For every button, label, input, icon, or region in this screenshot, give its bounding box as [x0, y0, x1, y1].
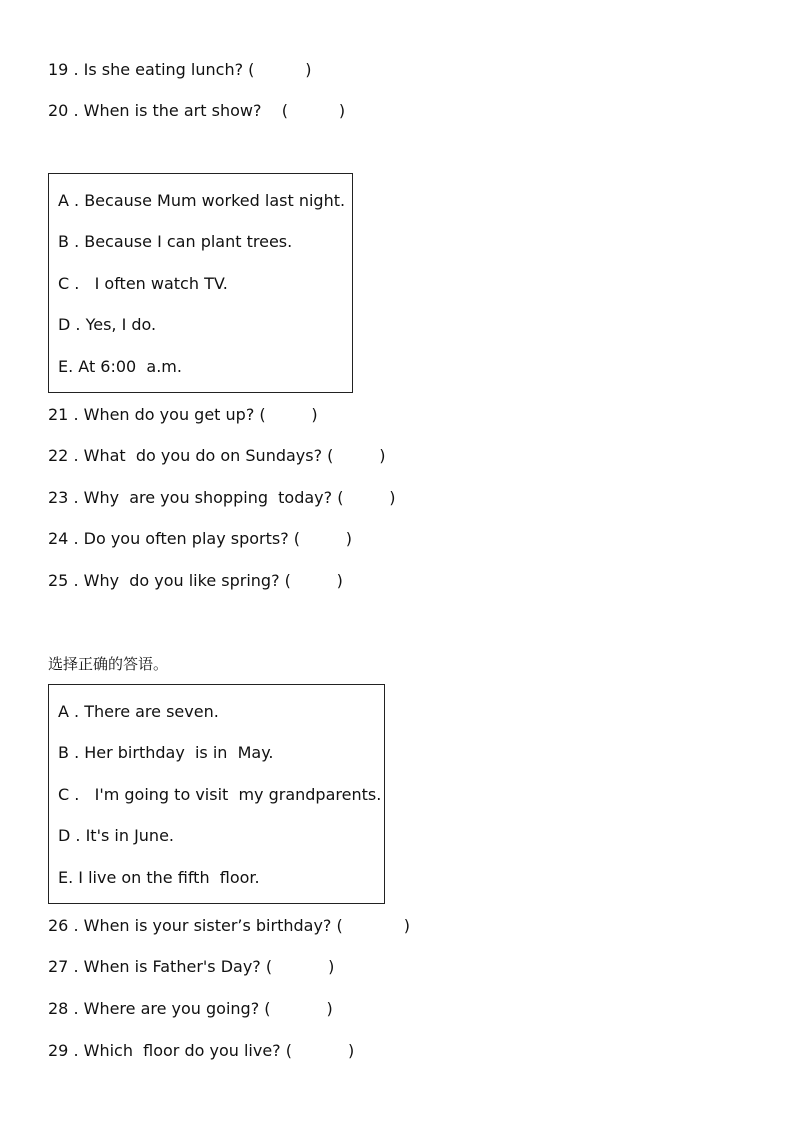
question-26: 26 . When is your sister’s birthday? ( )	[48, 916, 411, 935]
question-27: 27 . When is Father's Day? ( )	[48, 957, 335, 976]
question-24: 24 . Do you often play sports? ( )	[48, 529, 353, 548]
question-19: 19 . Is she eating lunch? ( )	[48, 60, 312, 79]
question-29: 29 . Which floor do you live? ( )	[48, 1041, 355, 1060]
answer-options-box-2	[48, 684, 385, 904]
option-e: E. I live on the fifth floor.	[58, 868, 260, 887]
option-a: A . There are seven.	[58, 702, 219, 721]
option-b: B . Her birthday is in May.	[58, 743, 274, 762]
question-22: 22 . What do you do on Sundays? ( )	[48, 446, 386, 465]
option-a: A . Because Mum worked last night.	[58, 191, 346, 210]
question-20: 20 . When is the art show? ( )	[48, 101, 346, 120]
option-b: B . Because I can plant trees.	[58, 232, 293, 251]
question-23: 23 . Why are you shopping today? ( )	[48, 488, 396, 507]
question-25: 25 . Why do you like spring? ( )	[48, 571, 343, 590]
section-heading: 选择正确的答语。	[48, 655, 169, 673]
option-d: D . Yes, I do.	[58, 315, 157, 334]
question-28: 28 . Where are you going? ( )	[48, 999, 333, 1018]
option-e: E. At 6:00 a.m.	[58, 357, 182, 376]
option-c: C . I'm going to visit my grandparents.	[58, 785, 382, 804]
question-21: 21 . When do you get up? ( )	[48, 405, 318, 424]
answer-options-box-1	[48, 173, 353, 393]
option-c: C . I often watch TV.	[58, 274, 228, 293]
option-d: D . It's in June.	[58, 826, 174, 845]
